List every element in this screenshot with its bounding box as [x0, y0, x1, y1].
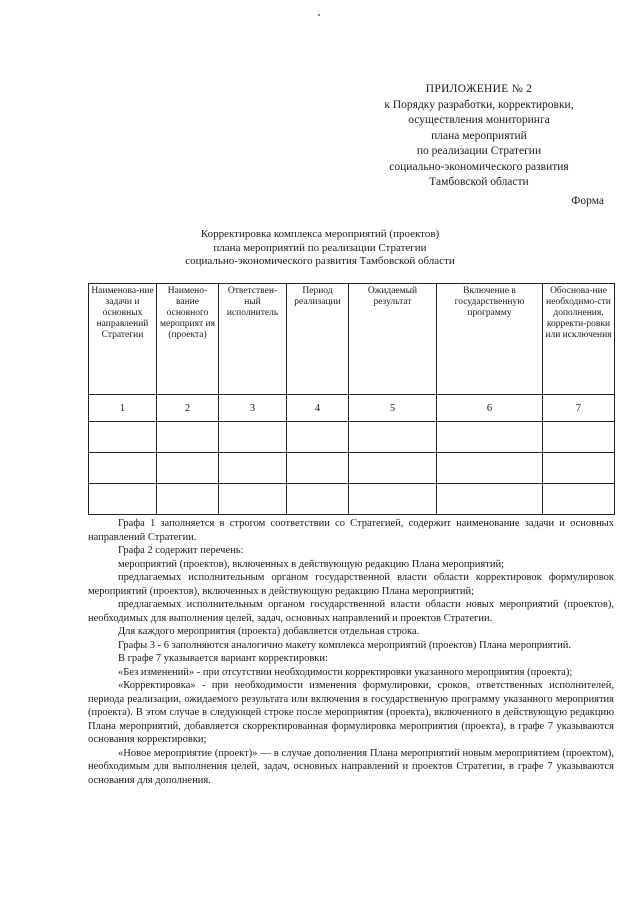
table-row: [89, 422, 615, 453]
appendix-line: к Порядку разработки, корректировки,: [384, 98, 574, 111]
table-cell: [157, 453, 219, 484]
column-number: 1: [89, 395, 157, 422]
column-number: 4: [287, 395, 349, 422]
instructions-text: [88, 517, 614, 787]
column-header: Наименова-ние задачи и основных направлений Стратегии: [89, 284, 157, 395]
paragraph: Графа 1 заполняется в строгом соответствии со Стратегией, содержит наименование задачи и основных направлений Стратегии.: [88, 518, 614, 543]
title-line: Корректировка комплекса мероприятий (проектов): [200, 228, 440, 240]
paragraph: «Корректировка» - при необходимости изменения формулировки, сроков, ответственных исполнителей, периода реализации, ожидаемого результата или включения в государственную программу указанного мероприятия (проекта). В этом случае в следующей строке после мероприятия (проекта), включенного в действующую редакцию Плана мероприятий, добавляется скорректированная формулировка мероприятия (проекта), в графе 7 указываются основания корректировки;: [88, 680, 614, 745]
paragraph: предлагаемых исполнительным органом государственной власти области новых мероприятий (проектов), необходимых для выполнения целей, задач, основных направлений и проектов Стратегии.: [88, 599, 614, 624]
paragraph: Графа 2 содержит перечень:: [118, 545, 244, 556]
table-cell: [437, 484, 543, 515]
table-row: [89, 453, 615, 484]
column-number: 2: [157, 395, 219, 422]
scan-dot: [318, 14, 320, 16]
table-cell: [543, 453, 615, 484]
paragraph: Графы 3 - 6 заполняются аналогично макету комплекса мероприятий (проектов) Плана мероприятий.: [118, 639, 571, 651]
column-number: 6: [437, 395, 543, 422]
appendix-line: по реализации Стратегии: [416, 145, 542, 157]
paragraph: предлагаемых исполнительным органом государственной власти области корректировок формулировок мероприятий (проектов), включенных в действующую редакцию Плана мероприятий;: [88, 572, 614, 597]
table-cell: [89, 484, 157, 515]
appendix-title: ПРИЛОЖЕНИЕ № 2: [425, 83, 533, 95]
column-number: 3: [219, 395, 287, 422]
correction-table: [88, 283, 615, 515]
table-cell: [89, 453, 157, 484]
paragraph: «Без изменений» - при отсутствии необходимости корректировки указанного мероприятия (проекта);: [118, 666, 573, 678]
table-cell: [219, 453, 287, 484]
paragraph: Для каждого мероприятия (проекта) добавляется отдельная строка.: [118, 626, 420, 637]
column-header: Период реализации: [287, 284, 349, 395]
appendix-line: плана мероприятий: [431, 129, 527, 142]
table-cell: [349, 484, 437, 515]
column-header: Ответствен-ный исполнитель: [219, 284, 287, 395]
table-cell: [349, 453, 437, 484]
appendix-line: социально-экономического развития: [389, 160, 569, 173]
table-cell: [437, 422, 543, 453]
paragraph: «Новое мероприятие (проект)» — в случае дополнения Плана мероприятий новым мероприятием (проектом), необходимым для выполнения целей, задач, основных направлений и проектов Стратегии, в графе 7 указываются основания для дополнения.: [88, 747, 614, 786]
document-title: [150, 228, 490, 269]
table-header-row: [89, 284, 615, 395]
column-number-row: [89, 395, 615, 422]
column-header: Обоснова-ние необходимо-сти дополнения, корректи-ровки или исключения: [543, 284, 615, 395]
column-header: Наимено-вание основного мероприят ия (проекта): [157, 284, 219, 395]
form-label: Форма: [571, 195, 604, 207]
table-cell: [157, 484, 219, 515]
table-cell: [349, 422, 437, 453]
column-header: Включение в государственную программу: [437, 284, 543, 395]
table-cell: [287, 453, 349, 484]
table-cell: [287, 484, 349, 515]
table-cell: [437, 453, 543, 484]
table-cell: [219, 422, 287, 453]
table-cell: [219, 484, 287, 515]
column-number: 7: [543, 395, 615, 422]
table-cell: [543, 422, 615, 453]
table-cell: [543, 484, 615, 515]
title-line: плана мероприятий по реализации Стратегии: [213, 241, 427, 254]
table-cell: [287, 422, 349, 453]
column-number: 5: [349, 395, 437, 422]
appendix-line: Тамбовской области: [429, 176, 529, 188]
table-cell: [89, 422, 157, 453]
paragraph: В графе 7 указывается вариант корректировки:: [118, 653, 328, 664]
table-row: [89, 484, 615, 515]
appendix-header: [354, 82, 604, 191]
table-cell: [157, 422, 219, 453]
appendix-line: осуществления мониторинга: [408, 114, 550, 126]
title-line: социально-экономического развития Тамбовской области: [185, 255, 455, 267]
paragraph: мероприятий (проектов), включенных в действующую редакцию Плана мероприятий;: [118, 558, 504, 570]
column-header: Ожидаемый результат: [349, 284, 437, 395]
